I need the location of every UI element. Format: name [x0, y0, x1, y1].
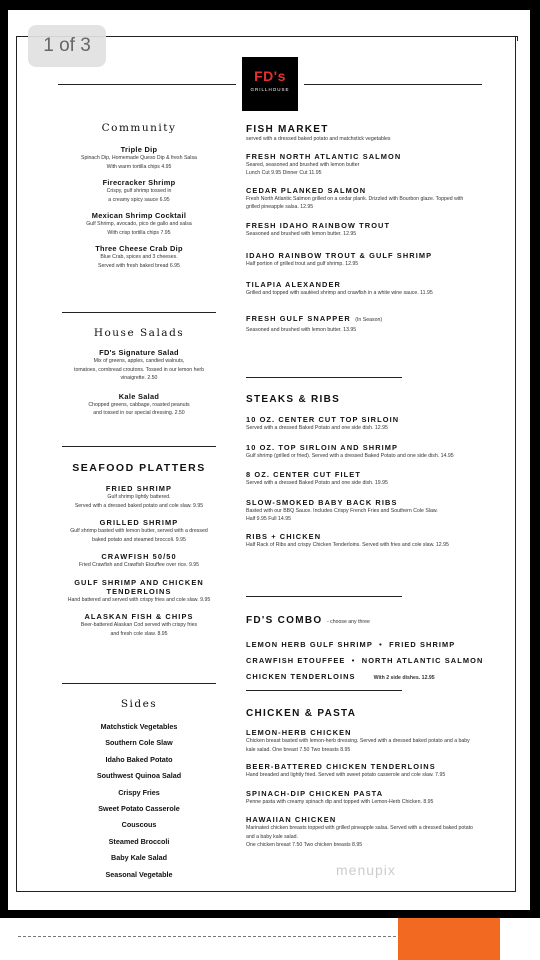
combo-title: FD'S COMBO [246, 615, 323, 626]
community-title: Community [101, 122, 177, 134]
menu-item: TILAPIA ALEXANDER Grilled and topped with sautéed shrimp and crawfish in a white wine sauce. 11.95 [246, 279, 433, 296]
menu-item: FRESH GULF SNAPPER (In Season) Seasoned and brushed with lemon butter. 13.95 [246, 314, 383, 333]
combo-row: CHICKEN TENDERLOINS With 2 side dishes. 12.95 [246, 672, 435, 681]
menu-item: 10 OZ. CENTER CUT TOP SIRLOIN Served with a dressed Baked Potato and one side dish. 12.95 [246, 415, 400, 431]
sides-section [62, 698, 216, 883]
menu-item: BEER-BATTERED CHICKEN TENDERLOINS Hand breaded and lightly fried. Served with sweet potato casserole and cole slaw. 7.95 [246, 762, 446, 778]
combo-row: CRAWFISH ETOUFFEE • NORTH ATLANTIC SALMON [246, 656, 484, 665]
menu-item: CRAWFISH 50/50 Fried Crawfish and Crawfish Etouffee over rice. 9.95 [78, 552, 200, 568]
menu-item: LEMON-HERB CHICKEN Chicken breast basted with lemon-herb dressing. Served with a dressed baked potato and a baby kale salad. One breast 7.50 Two breasts 8.95 [246, 728, 470, 753]
menu-item: RIBS + CHICKEN Half Rack of Ribs and crispy Chicken Tenderloins. Served with fries and cole slaw. 12.95 [246, 531, 449, 548]
steaks-title: STEAKS & RIBS [246, 394, 341, 405]
list-item: Southwest Quinoa Salad [96, 771, 182, 781]
platters-title: SEAFOOD PLATTERS [72, 462, 206, 474]
steaks-section [246, 394, 506, 549]
menu-item: CEDAR PLANKED SALMON Fresh North Atlantic Salmon grilled on a cedar plank. Drizzled with Bourbon glaze. Topped with grilled pineapple salsa. 12.95 [246, 185, 464, 210]
menu-item: 10 OZ. TOP SIRLOIN AND SHRIMP Gulf shrimp (grilled or fried). Served with a dressed Baked Potato and one side dish. 14.95 [246, 442, 454, 459]
menu-item: FRIED SHRIMP Gulf shrimp lightly battered. Served with a dressed baked potato and cole slaw. 9.95 [74, 484, 204, 509]
list-item: Matchstick Vegetables [100, 722, 178, 731]
menu-item: Mexican Shrimp Cocktail Gulf Shrimp, avocado, pico de gallo and salsa With crisp tortilla chips 7.95 [86, 211, 192, 236]
fds-logo: FD's GRILLHOUSE [242, 57, 298, 111]
sides-title: Sides [120, 698, 158, 710]
chicken-title: CHICKEN & PASTA [246, 708, 357, 719]
bullet: • [379, 640, 383, 649]
list-item: Steamed Broccoli [108, 836, 170, 846]
salads-section [62, 327, 216, 418]
list-item: Baby Kale Salad [111, 853, 167, 863]
bullet: • [351, 656, 356, 665]
fish-title: FISH MARKET [246, 124, 329, 135]
menu-item: GRILLED SHRIMP Gulf shrimp basted with lemon butter, served with a dressed baked potato and steamed broccoli. 9.95 [70, 518, 208, 543]
fish-section: FISH MARKET served with a dressed baked potato and matchstick vegetables FRESH NORTH ATLANTIC SALMON Seared, seasoned and brushed with lemon butter Lunch Cut 9.95 Dinner Cut 11.95 CEDAR PLANKED SALMON Fresh North Atlantic Salmon grilled on a cedar plank. Drizzled with Bourbon glaze. Topped with grilled pineapple salsa. 12.95 FRESH IDAHO RAINBOW TROUT Seasoned and brushed with lemon butter. 12.95 IDAHO RAINBOW TROUT & GULF SHRIMP Half portion of grilled trout and gulf shrimp. 12.95 TILAPIA ALEXANDER Grilled and topped with sautéed shrimp and crawfish in a white wine sauce. 11.95 FRESH GULF SNAPPER (In Season) Seasoned and brushed with lemon butter. 13.95 [246, 124, 506, 335]
menu-item: Kale Salad Chopped greens, cabbage, roasted peanuts and tossed in our special dressing. 2.50 [88, 391, 190, 416]
combo-section: FD'S COMBO - choose any three LEMON HERB GULF SHRIMP • FRIED SHRIMP CRAWFISH ETOUFFEE • NORTH ATLANTIC SALMON CHICKEN TENDERLOINS With 2 side dishes. 12.95 [246, 610, 506, 685]
menu-item: FRESH IDAHO RAINBOW TROUT Seasoned and brushed with lemon butter. 12.95 [246, 220, 391, 237]
page-counter: 1 of 3 [28, 25, 106, 67]
list-item: Sweet Potato Casserole [98, 803, 180, 813]
menu-item: ALASKAN FISH & CHIPS Beer-battered Alaskan Cod served with crispy fries and fresh cole slaw. 8.95 [80, 612, 198, 637]
combo-row: LEMON HERB GULF SHRIMP • FRIED SHRIMP [246, 640, 456, 649]
menu-item: 8 OZ. CENTER CUT FILET Served with a dressed Baked Potato and one side dish. 19.95 [246, 470, 388, 486]
community-section [62, 122, 216, 270]
menu-item: GULF SHRIMP AND CHICKEN TENDERLOINS Hand battered and served with crispy fries and cole slaw. 9.95 [67, 577, 211, 603]
menu-item: Three Cheese Crab Dip Blue Crab, spices and 3 cheeses. Served with fresh baked bread 6.95 [95, 244, 183, 269]
menu-item: FRESH NORTH ATLANTIC SALMON Seared, seasoned and brushed with lemon butter Lunch Cut 9.95 Dinner Cut 11.95 [246, 151, 402, 176]
menu-item: Firecracker Shrimp Crispy, gulf shrimp tossed in a creamy spicy sauce 6.95 [102, 178, 176, 203]
menu-item: FD's Signature Salad Mix of greens, apples, candied walnuts, tomatoes, cornbread croutons. Tossed in our lemon herb vinaigrette. 2.50 [74, 348, 204, 381]
salads-title: House Salads [93, 327, 185, 339]
menu-item: IDAHO RAINBOW TROUT & GULF SHRIMP Half portion of grilled trout and gulf shrimp. 12.95 [246, 251, 433, 267]
menu-item: SLOW-SMOKED BABY BACK RIBS Basted with our BBQ Sauce. Includes Crispy French Fries and Southern Cole Slaw. Half 9.95 Full 14.95 [246, 497, 438, 522]
list-item: Seasonal Vegetable [105, 869, 173, 879]
orange-accent [398, 918, 500, 960]
chicken-section [246, 708, 506, 850]
watermark: menupix [336, 862, 396, 878]
list-item: Couscous [121, 820, 157, 830]
platters-section [58, 462, 220, 638]
list-item: Crispy Fries [118, 787, 160, 797]
menu-item: SPINACH-DIP CHICKEN PASTA Penne pasta with creamy spinach dip and topped with Lemon-Herb Chicken. 8.95 [246, 788, 434, 805]
menu-item: Triple Dip Spinach Dip, Homemade Queso Dip & fresh Salsa With warm tortilla chips 4.95 [81, 145, 197, 170]
menu-item: HAWAIIAN CHICKEN Marinated chicken breasts topped with grilled pineapple salsa. Served with a dressed baked potato and a baby kale salad. One chicken breast 7.50 Two chicken breasts 8.95 [246, 815, 473, 848]
list-item: Southern Cole Slaw [105, 738, 173, 748]
list-item: Idaho Baked Potato [105, 754, 173, 764]
